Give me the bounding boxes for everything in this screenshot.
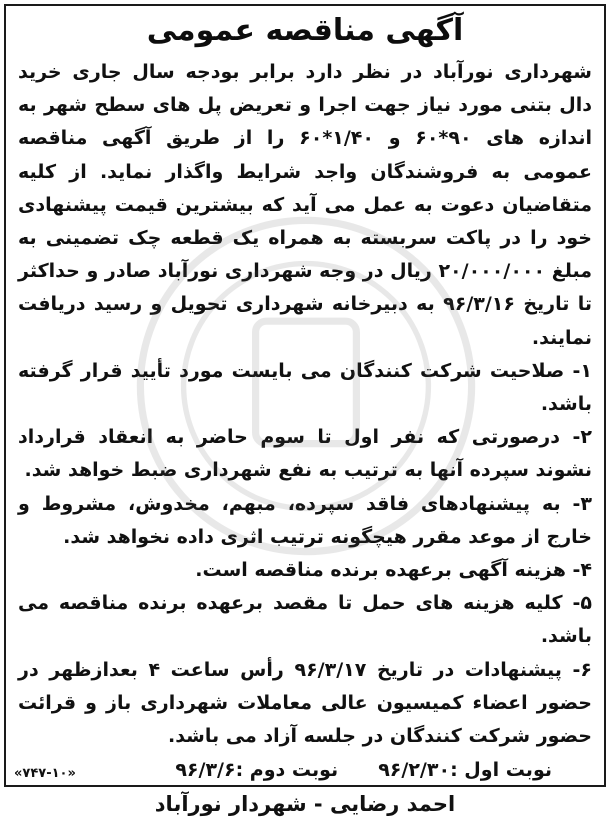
- second-round-date: نوبت دوم :۹۶/۳/۶: [175, 759, 339, 782]
- notice-intro: شهرداری نورآباد در نظر دارد برابر بودجه سال جاری خرید دال بتنی مورد نیاز جهت اجرا و تعریض پل های سطح شهر به اندازه های ۹۰*۶۰ و ۱/۴۰*۶۰ را از طریق آگهی مناقصه عمومی به فروشندگان واجد شرایط واگذار نماید. از کلیه متقاضیان دعوت به عمل می آید که بیشترین قیمت پیشنهادی خود را در پاکت سربسته به همراه یک قطعه چک تضمینی به مبلغ ۲۰/۰۰۰/۰۰۰ ریال در وجه شهرداری نورآباد صادر و حداکثر تا تاریخ ۹۶/۳/۱۶ به دبیرخانه شهرداری تحویل و رسید دریافت نمایند.: [18, 61, 592, 349]
- condition-item: ۲- درصورتی که نفر اول تا سوم حاضر به انعقاد قرارداد نشوند سپرده آنها به ترتیب به نفع شهرداری ضبط خواهد شد.: [18, 426, 592, 482]
- tender-notice: [4, 4, 606, 817]
- notice-title: آگهی مناقصه عمومی: [146, 13, 464, 48]
- first-round-date: نوبت اول :۹۶/۲/۳۰: [378, 759, 552, 782]
- notice-code: «۷۴۷-۱۰»: [14, 766, 76, 781]
- condition-item: ۳- به پیشنهادهای فاقد سپرده، مبهم، مخدوش، مشروط و خارج از موعد مقرر هیچگونه ترتیب اثری داده نخواهد شد.: [18, 492, 592, 548]
- publication-dates: [18, 755, 592, 785]
- notice-body: [18, 56, 592, 753]
- condition-item: ۶- پیشنهادات در تاریخ ۹۶/۳/۱۷ رأس ساعت ۴ بعدازظهر در حضور اعضاء کمیسیون عالی معاملات شهرداری باز و قرائت حضور شرکت کنندگان در جلسه آزاد می باشد.: [18, 658, 592, 748]
- conditions-list: [18, 355, 592, 753]
- condition-item: ۵- کلیه هزینه های حمل تا مقصد برعهده برنده مناقصه می باشد.: [18, 592, 592, 648]
- signature-line: احمد رضایی - شهردار نورآباد: [154, 792, 456, 817]
- condition-item: ۱- صلاحیت شرکت کنندگان می بایست مورد تأیید قرار گرفته باشد.: [18, 359, 592, 416]
- condition-item: ۴- هزینه آگهی برعهده برنده مناقصه است.: [195, 559, 592, 582]
